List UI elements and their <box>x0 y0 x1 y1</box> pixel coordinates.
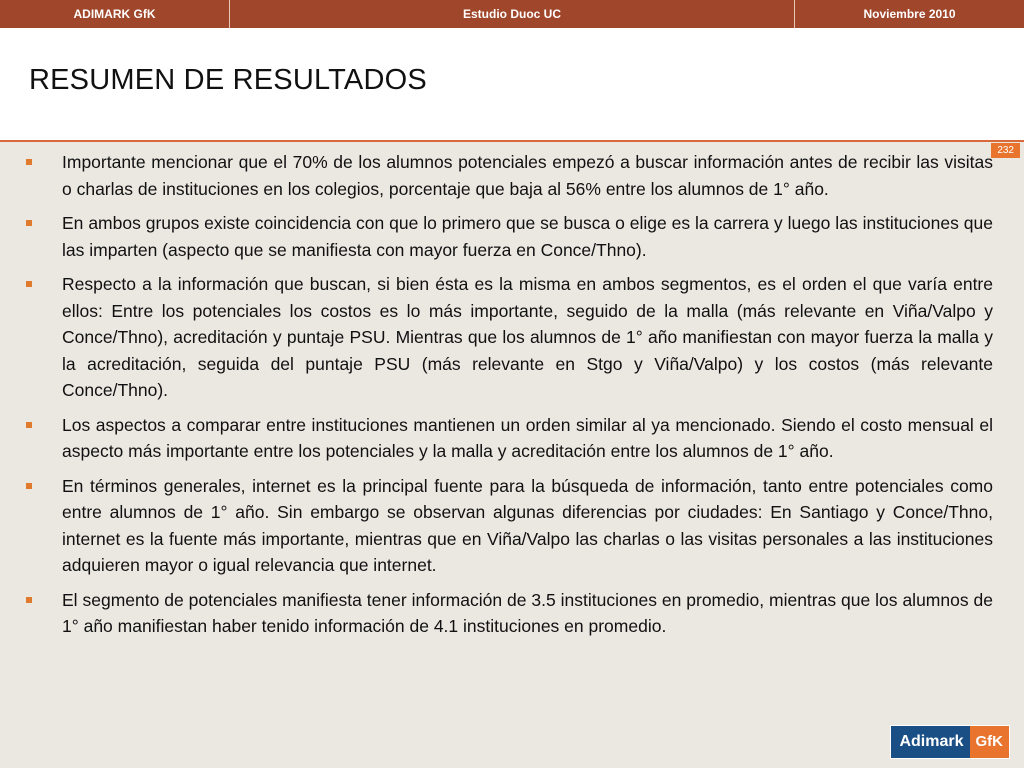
page-number-badge: 232 <box>991 143 1020 158</box>
page-title: RESUMEN DE RESULTADOS <box>29 64 427 96</box>
header-company: ADIMARK GfK <box>73 7 156 21</box>
bullet-text: En ambos grupos existe coincidencia con que lo primero que se busca o elige es la carrera y luego las instituciones que las imparten (aspecto que se manifiesta con mayor fuerza en Conce/Thno). <box>62 213 993 260</box>
summary-bullet-list <box>24 149 993 648</box>
square-bullet-icon <box>26 281 32 287</box>
adimark-gfk-logo <box>890 725 1010 759</box>
bullet-item <box>24 210 993 263</box>
header-bar <box>0 0 1024 28</box>
bullet-text: El segmento de potenciales manifiesta tener información de 3.5 instituciones en promedio, mientras que los alumnos de 1° año manifiestan haber tenido información de 4.1 instituciones en promedio. <box>62 589 993 636</box>
square-bullet-icon <box>26 483 32 489</box>
bullet-item <box>24 473 993 579</box>
square-bullet-icon <box>26 597 32 603</box>
bullet-item <box>24 149 993 202</box>
bullet-text: Respecto a la información que buscan, si bien ésta es la misma en ambos segmentos, es el orden el que varía entre ellos: Entre los potenciales los costos es lo más importante, seguido de la malla (más relevante en Viña/Valpo y Conce/Thno), acreditación y puntaje PSU. Mientras que los alumnos de 1° año manifiestan con mayor fuerza la malla y la acreditación, seguida del puntaje PSU (más relevante en Stgo y Viña/Valpo) y los costos (más relevante Conce/Thno). <box>62 274 993 400</box>
bullet-item <box>24 412 993 465</box>
square-bullet-icon <box>26 422 32 428</box>
logo-brand: Adimark <box>891 726 969 758</box>
bullet-text: Importante mencionar que el 70% de los alumnos potenciales empezó a buscar información antes de recibir las visitas o charlas de instituciones en los colegios, porcentaje que baja al 56% entre los alumnos de 1° año. <box>62 152 993 199</box>
bullet-item <box>24 271 993 404</box>
bullet-item <box>24 587 993 640</box>
logo-suffix: GfK <box>970 726 1010 758</box>
header-date: Noviembre 2010 <box>863 7 956 21</box>
header-study: Estudio Duoc UC <box>229 0 795 28</box>
bullet-text: Los aspectos a comparar entre instituciones mantienen un orden similar al ya mencionado. Siendo el costo mensual el aspecto más importante entre los potenciales y la malla y acreditación entre los alumnos de 1° año. <box>62 414 993 461</box>
square-bullet-icon <box>26 220 32 226</box>
bullet-text: En términos generales, internet es la principal fuente para la búsqueda de información, tanto entre potenciales como entre alumnos de 1° año. Sin embargo se observan algunas diferencias por ciudades: En Santiago y Conce/Thno, internet es la fuente más importante, mientras que en Viña/Valpo las charlas o las visitas personales a las instituciones adquieren mayor o igual relevancia que internet. <box>62 475 993 575</box>
square-bullet-icon <box>26 159 32 165</box>
